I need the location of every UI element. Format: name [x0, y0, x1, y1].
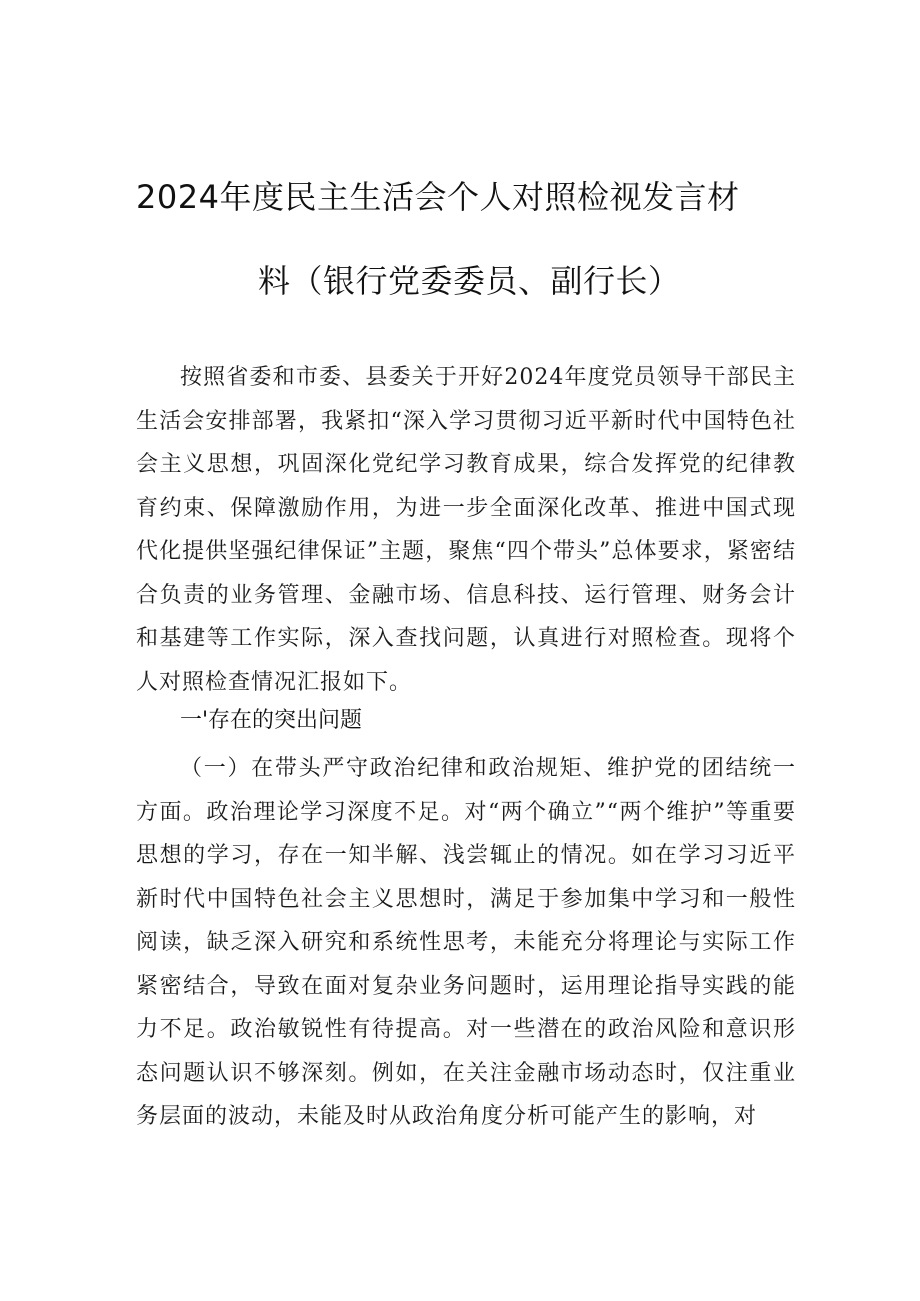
section-heading-problems: 一'存在的突出问题 — [180, 708, 363, 733]
document-title-line-1: 2024年度民主生活会个人对照检视发言材 — [136, 178, 740, 216]
section-1-paragraph: （一）在带头严守政治纪律和政治规矩、维护党的团结统一方面。政治理论学习深度不足。对“两个确立”“两个维护”等重要思想的学习，存在一知半解、浅尝辄止的情况。如在学习习近平新时代中国特色社会主义思想时，满足于参加集中学习和一般性阅读，缺乏深入研究和系统性思考，未能充分将理论与实际工作紧密结合，导致在面对复杂业务问题时，运用理论指导实践的能力不足。政治敏锐性有待提高。对一些潜在的政治风险和意识形态问题认识不够深刻。例如，在关注金融市场动态时，仅注重业务层面的波动，未能及时从政治角度分析可能产生的影响，对 — [136, 756, 796, 1129]
document-title-line-2: 料（银行党委委员、副行长） — [258, 262, 681, 300]
intro-paragraph: 按照省委和市委、县委关于开好2024年度党员领导干部民主生活会安排部署，我紧扣“深入学习贯彻习近平新时代中国特色社会主义思想，巩固深化党纪学习教育成果，综合发挥党的纪律教育约束、保障激励作用，为进一步全面深化改革、推进中国式现代化提供坚强纪律保证”主题，聚焦“四个带头”总体要求，紧密结合负责的业务管理、金融市场、信息科技、运行管理、财务会计和基建等工作实际，深入查找问题，认真进行对照检查。现将个人对照检查情况汇报如下。 — [136, 365, 796, 695]
